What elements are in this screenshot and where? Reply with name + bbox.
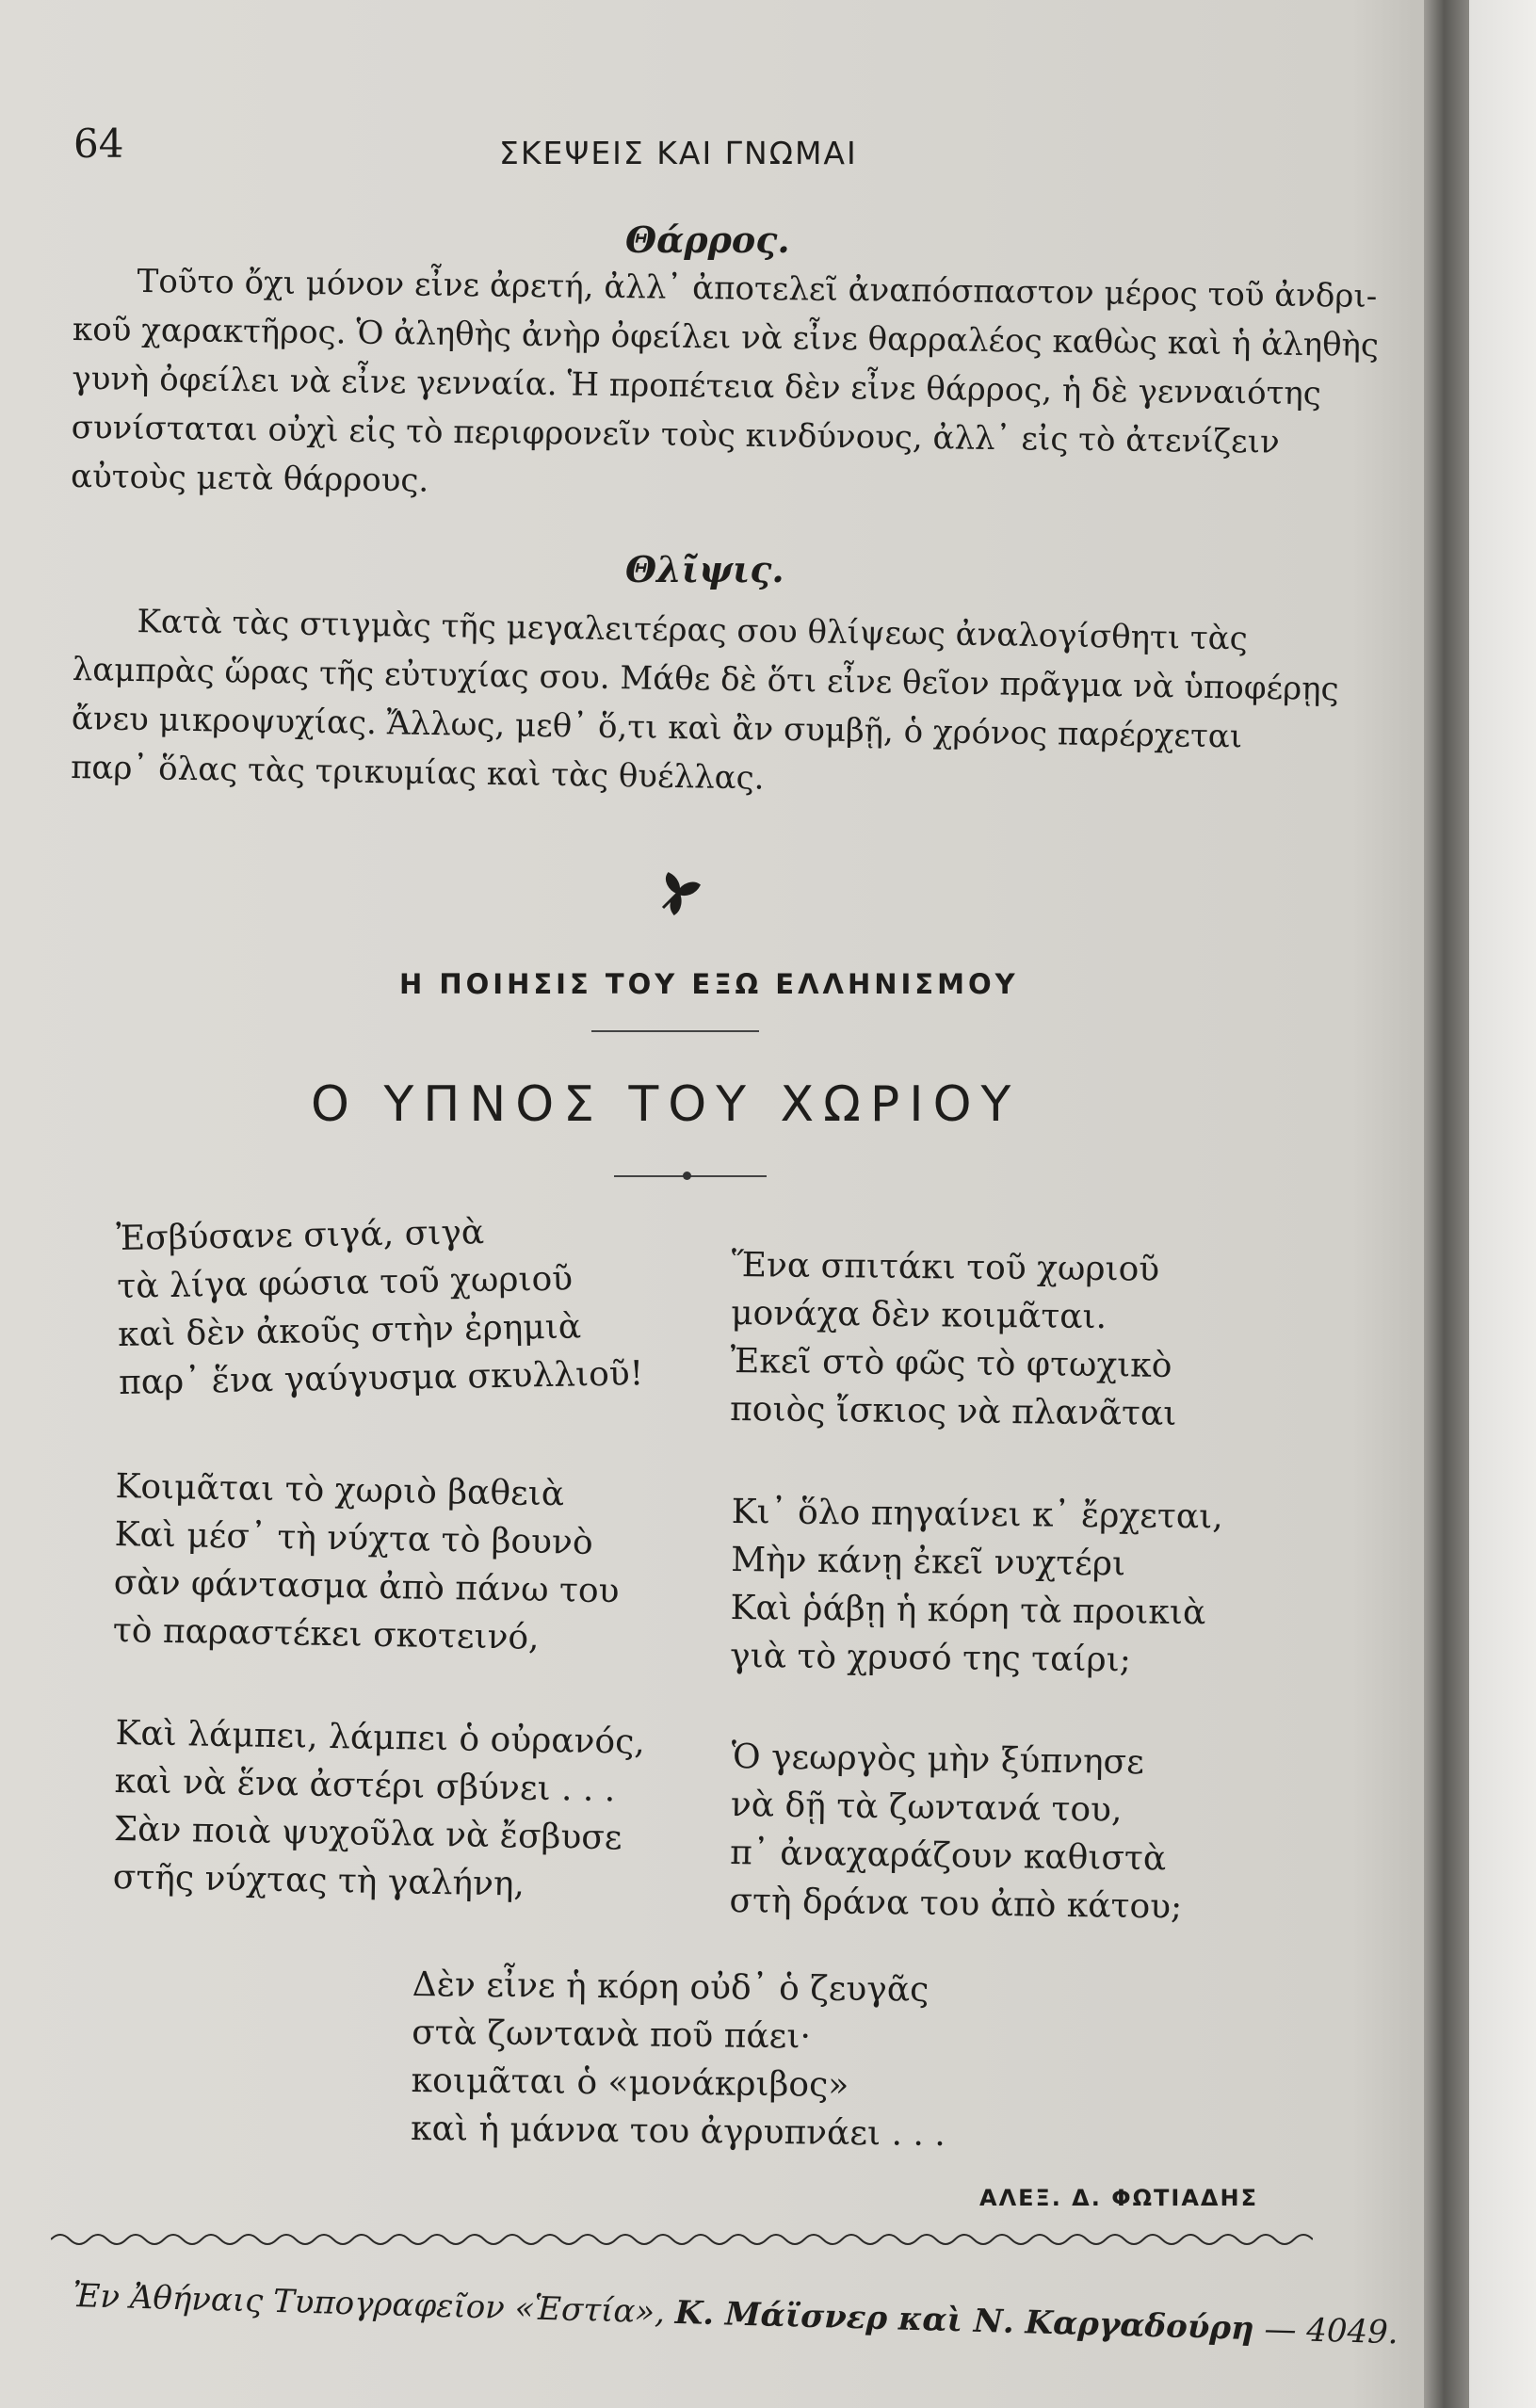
section-heading-courage: Θάρρος. — [625, 218, 790, 261]
verse-line: Καὶ μέσ᾽ τὴ νύχτα τὸ βουνὸ — [114, 1514, 593, 1562]
next-page-edge — [1469, 0, 1536, 2408]
verse-line: Σὰν ποιὰ ψυχοῦλα νὰ ἔσβυσε — [113, 1809, 622, 1858]
verse-line: στὴ δράνα του ἀπὸ κάτου; — [729, 1881, 1183, 1927]
poem-stanza-right-1 — [730, 1241, 1178, 1438]
poem-stanza-right-2 — [730, 1488, 1223, 1685]
text-line: γυνὴ ὀφείλει νὰ εἶνε γενναία. Ἡ προπέτεια δὲν εἶνε θάρρος, ἡ δὲ γενναιότης — [72, 359, 1322, 413]
verse-line: Ἕνα σπιτάκι τοῦ χωριοῦ — [731, 1245, 1160, 1289]
verse-line: τὰ λίγα φώσια τοῦ χωριοῦ — [116, 1259, 574, 1306]
section-text-courage — [70, 256, 1380, 516]
text-line: λαμπρὰς ὥρας τῆς εὐτυχίας σου. Μάθε δὲ ὅτι εἶνε θεῖον πρᾶγμα νὰ ὑποφέρῃς — [72, 650, 1339, 709]
verse-line: παρ᾽ ἕνα γαύγυσμα σκυλλιοῦ! — [118, 1354, 644, 1402]
poem-section-label: Η ΠΟΙΗΣΙΣ ΤΟΥ ΕΞΩ ΕΛΛΗΝΙΣΜΟΥ — [399, 968, 1019, 1000]
verse-line: Κοιμᾶται τὸ χωριὸ βαθειὰ — [115, 1466, 565, 1514]
text-line: κοῦ χαρακτῆρος. Ὁ ἀληθὴς ἀνὴρ ὀφείλει νὰ εἶνε θαρραλέος καθὼς καὶ ἡ ἀληθὴς — [72, 310, 1380, 364]
verse-line: καὶ δὲν ἀκοῦς στὴν ἐρημιὰ — [117, 1307, 582, 1354]
section-text-sorrow — [70, 596, 1339, 812]
text-line: συνίσταται οὐχὶ εἰς τὸ περιφρονεῖν τοὺς κινδύνους, ἀλλ᾽ εἰς τὸ ἀτενίζειν — [71, 408, 1280, 461]
text-line: αὐτοὺς μετὰ θάρρους. — [70, 457, 429, 500]
verse-line: Δὲν εἶνε ἡ κόρη οὐδ᾽ ὁ ζευγᾶς — [412, 1964, 930, 2010]
verse-line: Ὁ γεωργὸς μὴν ξύπνησε — [731, 1737, 1145, 1783]
imprint-printers: Κ. Μάϊσνερ καὶ Ν. Καργαδούρη — [674, 2293, 1255, 2349]
printer-imprint: Ἐν Ἀθήναις Τυπογραφεῖον «Ἑστία», Κ. Μάϊσνερ καὶ Ν. Καργαδούρη — 4049. — [72, 2277, 1399, 2352]
wavy-rule — [51, 2228, 1313, 2251]
poem-stanza-left-3 — [112, 1709, 645, 1911]
poem-title: Ο ΥΠΝΟΣ ΤΟΥ ΧΩΡΙΟΥ — [311, 1076, 1021, 1133]
book-gutter-shadow — [1424, 0, 1469, 2408]
verse-line: Κι᾽ ὅλο πηγαίνει κ᾽ ἔρχεται, — [731, 1492, 1223, 1537]
text-line: ἄνευ μικροψυχίας. Ἄλλως, μεθ᾽ ὅ,τι καὶ ἂν συμβῇ, ὁ χρόνος παρέρχεται — [71, 699, 1243, 756]
verse-line: νὰ δῇ τὰ ζωντανά του, — [730, 1785, 1123, 1830]
verse-line: Ἐσβύσανε σιγά, σιγὰ — [116, 1213, 485, 1258]
verse-line: ποιὸς ἴσκιος νὰ πλανᾶται — [729, 1389, 1177, 1433]
verse-line: στὰ ζωντανὰ ποῦ πάει· — [411, 2012, 812, 2057]
verse-line: Καὶ ῥάβῃ ἡ κόρη τὰ προικιὰ — [730, 1588, 1206, 1633]
verse-line: καὶ ἡ μάννα του ἀγρυπνάει . . . — [410, 2109, 946, 2154]
verse-line: τὸ παραστέκει σκοτεινό, — [112, 1610, 540, 1657]
fleuron-icon — [655, 870, 701, 915]
section-heading-sorrow: Θλῖψις. — [625, 548, 784, 590]
verse-line: μονάχα δὲν κοιμᾶται. — [730, 1293, 1108, 1337]
running-title: ΣΚΕΨΕΙΣ ΚΑΙ ΓΝΩΜΑΙ — [499, 135, 858, 171]
poem-author: ΑΛΕΞ. Δ. ΦΩΤΙΑΔΗΣ — [979, 2185, 1258, 2211]
verse-line: σὰν φάντασμα ἀπὸ πάνω του — [113, 1562, 620, 1611]
text-line: Κατὰ τὰς στιγμὰς τῆς μεγαλειτέρας σου θλίψεως ἀναλογίσθητι τὰς — [137, 603, 1249, 658]
poem-stanza-left-2 — [112, 1463, 621, 1663]
verse-line: καὶ νὰ ἕνα ἀστέρι σβύνει . . . — [114, 1761, 616, 1810]
verse-line: Ἐκεῖ στὸ φῶς τὸ φτωχικὸ — [730, 1341, 1172, 1385]
verse-line: στῆς νύχτας τὴ γαλήνη, — [112, 1857, 525, 1904]
verse-line: π᾽ ἀναχαράζουν καθιστὰ — [729, 1833, 1167, 1879]
imprint-prefix: Ἐν Ἀθήναις Τυπογραφεῖον «Ἑστία» — [72, 2277, 655, 2332]
imprint-number: — 4049. — [1263, 2310, 1399, 2352]
divider-dot — [683, 1172, 691, 1180]
verse-line: Μὴν κάνῃ ἐκεῖ νυχτέρι — [730, 1540, 1126, 1584]
page-number: 64 — [73, 121, 124, 167]
text-line: Τοῦτο ὄχι μόνον εἶνε ἀρετή, ἀλλ᾽ ἀποτελεῖ ἀναπόσπαστον μέρος τοῦ ἀνδρι- — [137, 262, 1378, 315]
verse-line: γιὰ τὸ χρυσό της ταίρι; — [729, 1636, 1132, 1680]
divider-rule — [591, 1030, 759, 1032]
poem-stanza-right-3 — [729, 1733, 1185, 1931]
verse-line: κοιμᾶται ὁ «μονάκριβος» — [411, 2061, 849, 2105]
poem-stanza-final — [411, 1961, 947, 2158]
text-line: παρ᾽ ὅλας τὰς τρικυμίας καὶ τὰς θυέλλας. — [70, 748, 765, 798]
poem-stanza-left-1 — [116, 1205, 644, 1407]
verse-line: Καὶ λάμπει, λάμπει ὁ οὐρανός, — [115, 1713, 646, 1762]
